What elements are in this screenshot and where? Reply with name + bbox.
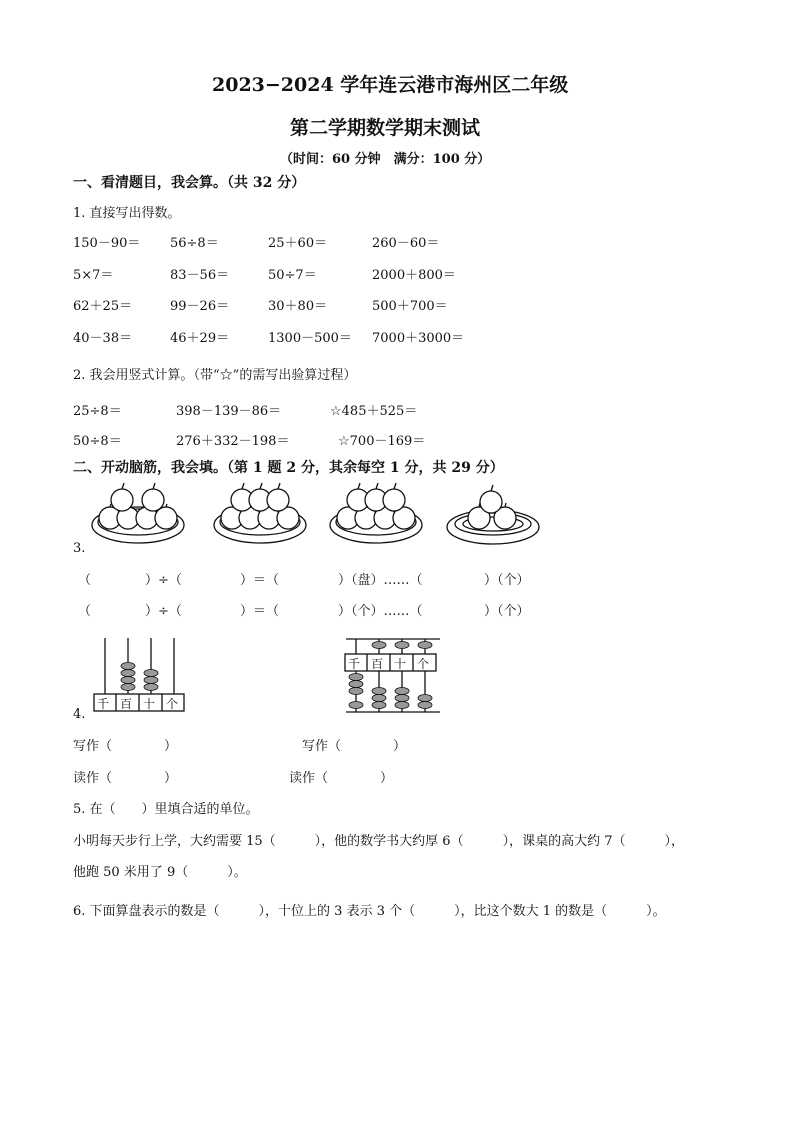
q5-line-1: 小明每天步行上学，大约需要 15（ ），他的数学书大约厚 6（ ），课桌的高大约 7（ ）， bbox=[73, 834, 684, 849]
q3-blank-text: ）＝（ bbox=[240, 604, 280, 619]
fruit-plates-illustration bbox=[90, 480, 540, 550]
q1-item: 2000＋800＝ bbox=[372, 268, 456, 283]
q1-item: 260－60＝ bbox=[372, 236, 440, 251]
q3-blank-text: ）（个） bbox=[484, 604, 530, 619]
abacus-label-shi: 十 bbox=[394, 657, 407, 671]
q4-read-left: 读作（ ） bbox=[73, 771, 178, 786]
fruit-plate-2 bbox=[214, 483, 306, 543]
q3-blank-text: ）（盘）……（ bbox=[338, 573, 423, 588]
q1-item: 25＋60＝ bbox=[268, 236, 328, 251]
fruit-plate-4 bbox=[447, 485, 539, 544]
q2-label: 2. 我会用竖式计算。（带“☆”的需写出验算过程） bbox=[73, 368, 357, 383]
q4-read-right: 读作（ ） bbox=[289, 771, 394, 786]
q2-item: 50÷8＝ bbox=[73, 434, 122, 449]
q2-item: 398－139－86＝ bbox=[176, 404, 282, 419]
frame-label-qian: 千 bbox=[97, 697, 110, 711]
subtitle: （时间：60 分钟 满分：100 分） bbox=[280, 152, 491, 167]
abacus-illustration bbox=[344, 637, 444, 717]
frame-label-ge: 个 bbox=[166, 697, 179, 711]
q5-line-2: 他跑 50 米用了 9（ ）。 bbox=[73, 865, 247, 880]
q1-item: 56÷8＝ bbox=[170, 236, 219, 251]
q1-item: 83－56＝ bbox=[170, 268, 230, 283]
q1-label: 1. 直接写出得数。 bbox=[73, 206, 181, 221]
q1-item: 1300－500＝ bbox=[268, 331, 352, 346]
q1-item: 40－38＝ bbox=[73, 331, 133, 346]
abacus-label-bai: 百 bbox=[371, 657, 384, 671]
q2-item: ☆485＋525＝ bbox=[330, 404, 418, 419]
q3-blank-text: ）÷（ bbox=[145, 604, 182, 619]
q1-item: 46＋29＝ bbox=[170, 331, 230, 346]
q3-blank-text: ）÷（ bbox=[145, 573, 182, 588]
q4-write-right: 写作（ ） bbox=[302, 739, 407, 754]
abacus-label-ge: 个 bbox=[417, 657, 430, 671]
counting-frame-beads bbox=[121, 663, 158, 691]
q2-item: 25÷8＝ bbox=[73, 404, 122, 419]
q1-item: 500＋700＝ bbox=[372, 299, 448, 314]
q1-item: 50÷7＝ bbox=[268, 268, 317, 283]
abacus-beads bbox=[349, 642, 432, 709]
q3-blank-text: ）（个）……（ bbox=[338, 604, 423, 619]
q4-write-left: 写作（ ） bbox=[73, 739, 178, 754]
q3-blank-text: ）（个） bbox=[484, 573, 530, 588]
q4-number: 4. bbox=[73, 707, 86, 722]
q3-blank-text: ）＝（ bbox=[240, 573, 280, 588]
title-line-1: 2023−2024 学年连云港市海州区二年级 bbox=[212, 74, 569, 96]
section-2-heading: 二、开动脑筋，我会填。（第 1 题 2 分，其余每空 1 分，共 29 分） bbox=[73, 460, 504, 476]
fruit-plate-3 bbox=[330, 483, 422, 543]
q2-item: ☆700－169＝ bbox=[338, 434, 426, 449]
q3-blank-text: （ bbox=[78, 573, 92, 588]
q1-item: 62＋25＝ bbox=[73, 299, 133, 314]
q5-label: 5. 在（ ）里填合适的单位。 bbox=[73, 802, 259, 817]
q1-item: 7000＋3000＝ bbox=[372, 331, 465, 346]
q6-label: 6. 下面算盘表示的数是（ ），十位上的 3 表示 3 个（ ），比这个数大 1 的数是（ ）。 bbox=[73, 904, 666, 919]
abacus-label-qian: 千 bbox=[348, 657, 361, 671]
q3-blank-text: （ bbox=[78, 604, 92, 619]
section-1-heading: 一、看清题目，我会算。（共 32 分） bbox=[73, 175, 306, 191]
q1-item: 30＋80＝ bbox=[268, 299, 328, 314]
q1-item: 5×7＝ bbox=[73, 268, 114, 283]
frame-label-bai: 百 bbox=[120, 697, 133, 711]
q1-item: 150－90＝ bbox=[73, 236, 141, 251]
frame-label-shi: 十 bbox=[143, 697, 156, 711]
q3-number: 3. bbox=[73, 541, 86, 556]
fruit-plate-1 bbox=[92, 483, 184, 543]
q2-item: 276＋332－198＝ bbox=[176, 434, 290, 449]
q1-item: 99－26＝ bbox=[170, 299, 230, 314]
title-line-2: 第二学期数学期末测试 bbox=[290, 117, 481, 139]
